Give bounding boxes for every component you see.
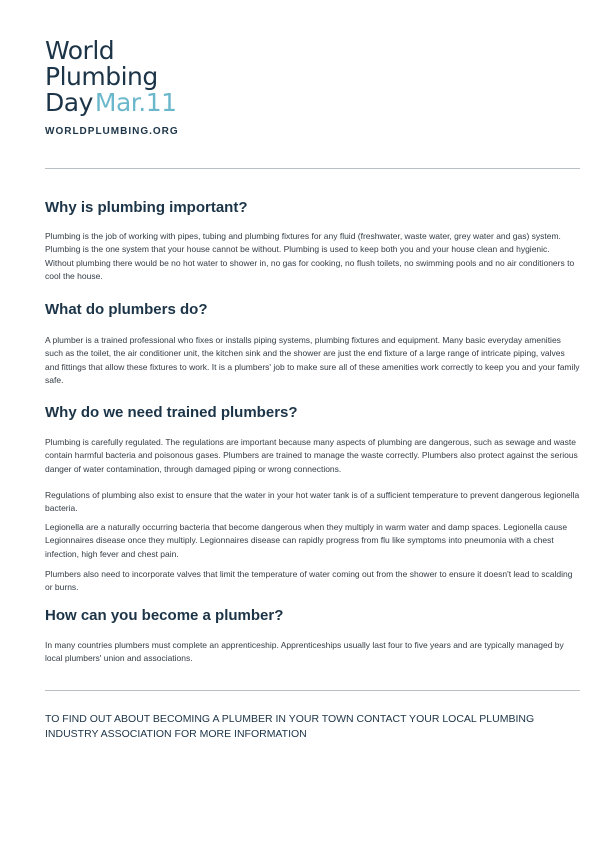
section-paragraph: Regulations of plumbing also exist to ensure that the water in your hot water tank is of a sufficient temperature to prevent dangerous legionella bacteria. <box>45 490 580 514</box>
section-heading: What do plumbers do? <box>45 301 208 318</box>
logo-line-day <box>45 90 177 116</box>
section-paragraph: Plumbers also need to incorporate valves that limit the temperature of water coming out from the shower to ensure it doesn't lead to scalding or burns. <box>45 569 573 593</box>
bottom-divider <box>45 690 580 691</box>
section-why-trained-plumbers <box>45 403 580 593</box>
section-paragraph: Legionella are a naturally occurring bacteria that become dangerous when they multiply in warm water and damp spaces. Legionella cause Legionnaires disease once they multiply. Legionnaires disease can rapidly progress from flu like symptoms into pneumonia with a chest infection, high fever and chest pain. <box>45 522 568 559</box>
logo-line-world: World <box>45 36 115 65</box>
world-plumbing-day-logo <box>45 38 177 116</box>
section-paragraph: A plumber is a trained professional who fixes or installs piping systems, plumbing fixtures and equipment. Many basic everyday amenities such as the toilet, the air conditioner unit, the kitchen sink and the shower are just the end fixture of a large range of intricate piping, valves and fittings that allow these fixtures to work. It is a plumbers' job to make sure all of these amenities work correctly to keep you and your family safe. <box>45 335 580 386</box>
site-url: WORLDPLUMBING.ORG <box>45 126 179 137</box>
section-become-plumber <box>45 606 564 664</box>
section-heading: How can you become a plumber? <box>45 607 284 624</box>
section-paragraph: In many countries plumbers must complete an apprenticeship. Apprenticeships usually last four to five years and are typically managed by local plumbers' union and associations. <box>45 640 564 664</box>
section-what-plumbers-do <box>45 300 580 386</box>
section-heading: Why is plumbing important? <box>45 199 248 216</box>
logo-day-text: Day <box>45 88 93 117</box>
section-paragraph: Plumbing is the job of working with pipes, tubing and plumbing fixtures for any fluid (freshwater, waste water, grey water and gas) system. Plumbing is the one system that your house cannot be without. Plumbing is used to keep both you and your house clean and hygienic. Without plumbing there would be no hot water to shower in, no gas for cooking, no flush toilets, no swimming pools and no air conditioners to cool the house. <box>45 231 575 282</box>
section-why-plumbing-important <box>45 198 575 282</box>
section-paragraph: Plumbing is carefully regulated. The regulations are important because many aspects of plumbing are dangerous, such as sewage and waste contain harmful bacteria and poisonous gases. Plumbers are trained to manage the waste correctly. Plumbers also protect against the serious danger of water contamination, through damaged piping or wrong connections. <box>45 437 578 474</box>
section-heading: Why do we need trained plumbers? <box>45 404 298 421</box>
top-divider <box>45 168 580 169</box>
footer-call-to-action: TO FIND OUT ABOUT BECOMING A PLUMBER IN YOUR TOWN CONTACT YOUR LOCAL PLUMBING INDUSTRY ASSOCIATION FOR MORE INFORMATION <box>45 713 535 740</box>
logo-date: Mar.11 <box>94 88 177 117</box>
logo-line-plumbing: Plumbing <box>45 62 158 91</box>
